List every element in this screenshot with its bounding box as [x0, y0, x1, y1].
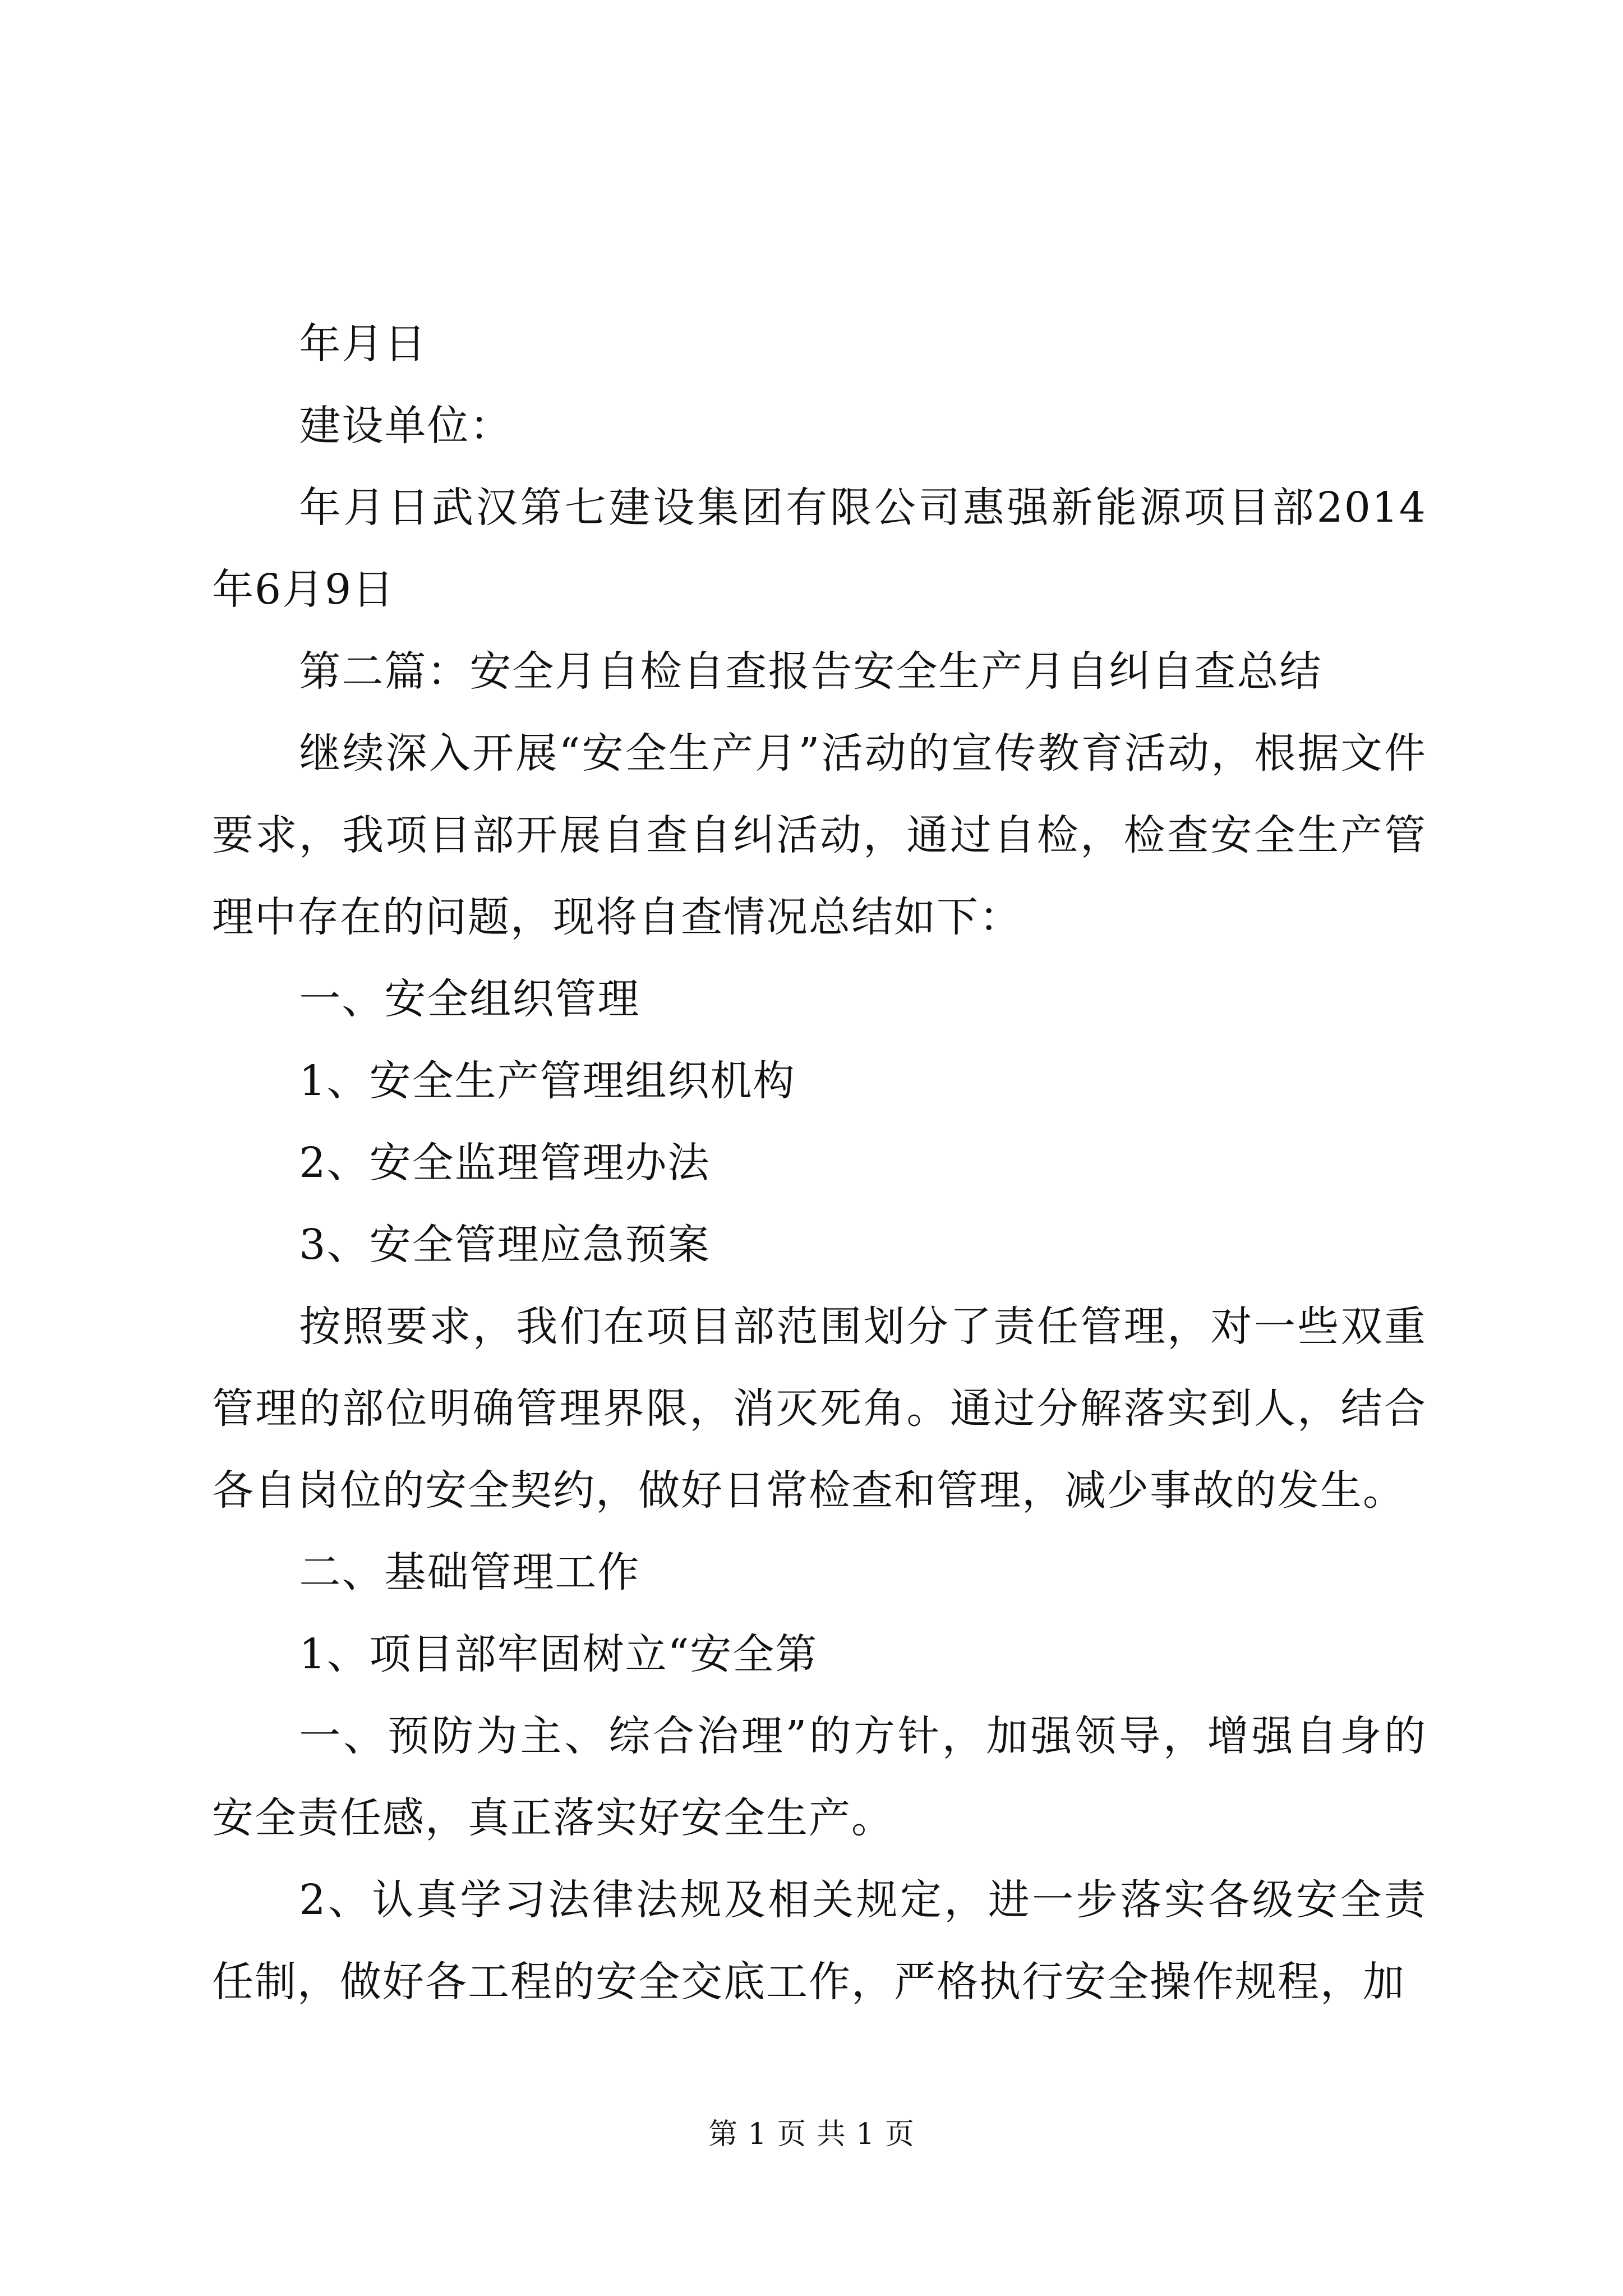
paragraph: 一、预防为主、综合治理”的方针，加强领导，增强自身的安全责任感，真正落实好安全生产。	[212, 1712, 1427, 1842]
page-footer: 第 1 页 共 1 页	[708, 2118, 915, 2151]
list-item: 1、项目部牢固树立“安全第	[299, 1630, 818, 1678]
paragraph: 年月日	[299, 320, 427, 368]
paragraph: 按照要求，我们在项目部范围划分了责任管理，对一些双重管理的部位明确管理界限，消灭死角。通过分解落实到人，结合各自岗位的安全契约，做好日常检查和管理，减少事故的发生。	[212, 1303, 1427, 1515]
section-heading: 第二篇：安全月自检自查报告安全生产月自纠自查总结	[299, 647, 1322, 696]
list-item: 2、认真学习法律法规及相关规定，进一步落实各级安全责任制，做好各工程的安全交底工作，严格执行安全操作规程，加	[212, 1876, 1427, 2006]
list-item: 2、安全监理管理办法	[299, 1139, 711, 1187]
list-item: 1、安全生产管理组织机构	[299, 1057, 796, 1105]
paragraph: 建设单位：	[299, 402, 513, 450]
document-body	[212, 303, 1427, 2023]
section-heading: 二、基础管理工作	[299, 1548, 640, 1596]
paragraph: 年月日武汉第七建设集团有限公司惠强新能源项目部2014年6月9日	[212, 484, 1427, 614]
section-heading: 一、安全组织管理	[299, 975, 640, 1023]
paragraph: 继续深入开展“安全生产月”活动的宣传教育活动，根据文件要求，我项目部开展自查自纠活动，通过自检，检查安全生产管理中存在的问题，现将自查情况总结如下：	[212, 729, 1427, 941]
list-item: 3、安全管理应急预案	[299, 1221, 711, 1269]
